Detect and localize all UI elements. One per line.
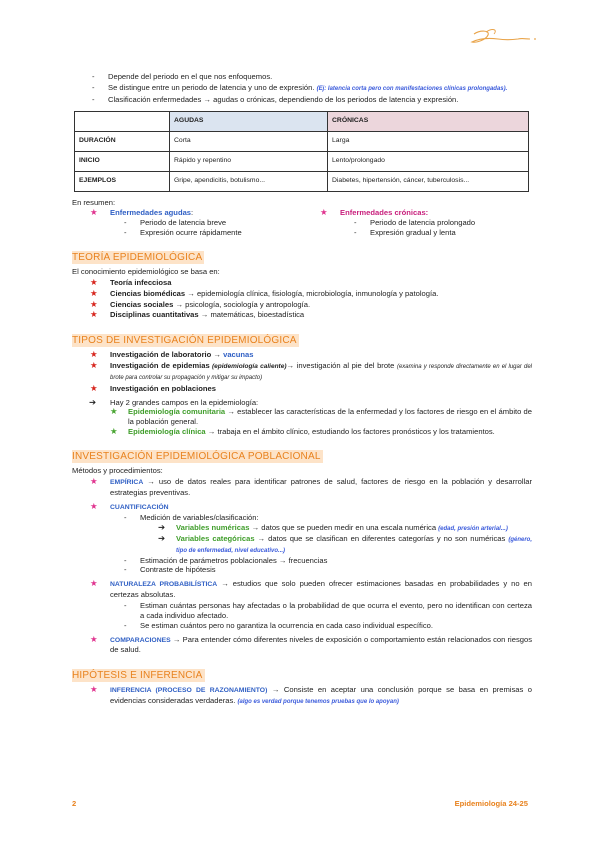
probabilistica-sub bbox=[124, 601, 532, 631]
list-item: - Clasificación enfermedades → agudas o crónicas, dependiendo de los periodos de latencia y expresión. bbox=[92, 95, 532, 105]
arrow-item bbox=[124, 534, 532, 556]
item-text: → matemáticas, bioestadística bbox=[198, 310, 305, 320]
list-item: - Medición de variables/clasificación: bbox=[124, 513, 532, 523]
star-icon: ★ bbox=[90, 684, 98, 695]
comparison-table bbox=[74, 111, 529, 192]
star-item bbox=[72, 361, 532, 383]
row-label: EJEMPLOS bbox=[75, 171, 170, 191]
item-text: → datos que se pueden medir en una escala numérica bbox=[249, 523, 439, 533]
hipotesis-list bbox=[72, 685, 532, 707]
intro-list bbox=[92, 72, 532, 105]
agudas-list bbox=[124, 218, 302, 238]
vacunas-text: vacunas bbox=[223, 350, 254, 360]
arrow-right-icon: ➔ bbox=[89, 396, 97, 407]
table-cell: Rápido y repentino bbox=[170, 151, 328, 171]
resumen-cronicas bbox=[302, 208, 532, 238]
item-text: → investigación al pie del brote bbox=[286, 361, 397, 371]
table-row bbox=[75, 151, 529, 171]
section-title-tipos: TIPOS DE INVESTIGACIÓN EPIDEMIOLÓGICA bbox=[72, 335, 297, 347]
arrow-right-icon: ➔ bbox=[158, 533, 166, 544]
resumen-section bbox=[72, 198, 532, 238]
cronicas-list bbox=[354, 218, 532, 238]
list-item: - Contraste de hipótesis bbox=[124, 565, 532, 575]
star-item bbox=[72, 685, 532, 707]
page-footer bbox=[72, 799, 528, 809]
course-name: Epidemiología 24-25 bbox=[454, 799, 528, 808]
example-note: (género, tipo de enfermedad, nivel educativo...) bbox=[176, 537, 532, 554]
star-item bbox=[72, 350, 532, 360]
row-label: INICIO bbox=[75, 151, 170, 171]
bold-term: Investigación de epidemias bbox=[110, 361, 210, 371]
star-icon: ★ bbox=[90, 287, 98, 298]
table-row bbox=[75, 131, 529, 151]
star-icon: ★ bbox=[90, 360, 98, 371]
list-item: - Periodo de latencia breve bbox=[124, 218, 302, 228]
teoria-list bbox=[72, 278, 532, 320]
teoria-intro: El conocimiento epidemiológico se basa en: bbox=[72, 266, 220, 276]
star-item bbox=[72, 278, 532, 288]
bold-term: Teoría infecciosa bbox=[110, 277, 172, 287]
italic-term: (epidemiología caliente) bbox=[209, 363, 287, 371]
star-icon: ★ bbox=[90, 349, 98, 360]
list-item: - Expresión gradual y lenta bbox=[354, 228, 532, 238]
item-text: → establecer las características de la enfermedad y los factores de riesgo en el ámbito de la población general. bbox=[128, 407, 533, 427]
star-icon: ★ bbox=[90, 207, 98, 218]
star-item bbox=[72, 477, 532, 498]
example-note: (edad, presión arterial...) bbox=[438, 526, 508, 533]
epid-note: (examina y responde directamente en el lugar del brote para controlar su propagación y mitigar su impacto) bbox=[110, 364, 532, 381]
star-item bbox=[72, 310, 532, 320]
item-text: → uso de datos reales para identificar patrones de salud, factores de riesgo en la población y desarrollar estrategias preventivas. bbox=[110, 476, 532, 497]
star-icon: ★ bbox=[110, 406, 118, 417]
star-item bbox=[90, 427, 532, 437]
bold-term: Variables numéricas bbox=[176, 523, 250, 533]
table-cell: Gripe, apendicitis, botulismo... bbox=[170, 171, 328, 191]
bold-term: Investigación de laboratorio bbox=[110, 350, 212, 360]
star-item bbox=[72, 502, 532, 513]
list-item: - Estimación de parámetros poblacionales → frecuencias bbox=[124, 556, 532, 566]
section-title-hipotesis: HIPÓTESIS E INFERENCIA bbox=[72, 670, 203, 682]
section-title-teoria: TEORÍA EPIDEMIOLÓGICA bbox=[72, 251, 203, 263]
item-text: → psicología, sociología y antropología. bbox=[173, 299, 311, 309]
campos-item bbox=[72, 398, 532, 408]
campos-list bbox=[90, 407, 532, 437]
bold-term: Investigación en poblaciones bbox=[110, 383, 216, 393]
item-text: → datos que se clasifican en diferentes categorías y no son numéricas bbox=[254, 534, 509, 544]
bold-term: Ciencias biomédicas bbox=[110, 288, 186, 298]
list-item: - Expresión ocurre rápidamente bbox=[124, 228, 302, 238]
bold-term: INFERENCIA (PROCESO DE RAZONAMIENTO) bbox=[110, 687, 268, 695]
list-item: - Depende del periodo en el que nos enfoquemos. bbox=[92, 72, 532, 82]
bold-term: EMPÍRICA bbox=[110, 478, 144, 486]
arrow-text: → bbox=[211, 350, 224, 360]
item-text: → Consiste en aceptar una conclusión porque se basa en premisas o evidencias consideradas verdaderas. bbox=[110, 685, 532, 706]
star-icon: ★ bbox=[90, 500, 98, 511]
item-text: → Para entender cómo diferentes niveles de exposición o comportamiento están relacionados con riesgos de salud. bbox=[110, 634, 532, 655]
bold-term: COMPARACIONES bbox=[110, 636, 171, 644]
bold-term: Disciplinas cuantitativas bbox=[110, 310, 199, 320]
header-cronicas: CRÓNICAS bbox=[328, 111, 529, 131]
star-item bbox=[72, 635, 532, 656]
star-icon: ★ bbox=[90, 382, 98, 393]
table-cell: Lento/prolongado bbox=[328, 151, 529, 171]
example-note: (algo es verdad porque tenemos pruebas que lo apoyan) bbox=[237, 699, 399, 706]
cuantificacion-sub bbox=[124, 513, 532, 575]
table-header-row bbox=[75, 111, 529, 131]
arrow-item bbox=[124, 523, 532, 534]
bold-term: Variables categóricas bbox=[176, 534, 255, 544]
star-icon: ★ bbox=[320, 207, 328, 218]
star-icon: ★ bbox=[90, 309, 98, 320]
example-note: (Ej: latencia corta pero con manifestaciones clínicas prolongadas). bbox=[316, 85, 508, 92]
item-text: → estudios que solo pueden ofrecer estimaciones basadas en probabilidades y no en certezas absolutas. bbox=[110, 579, 532, 600]
table-cell: Larga bbox=[328, 131, 529, 151]
star-icon: ★ bbox=[90, 298, 98, 309]
agudas-title: Enfermedades agudas bbox=[110, 208, 192, 218]
star-item bbox=[72, 300, 532, 310]
section-title-poblacional: INVESTIGACIÓN EPIDEMIOLÓGICA POBLACIONAL bbox=[72, 451, 321, 462]
cronicas-title: Enfermedades crónicas: bbox=[340, 208, 429, 218]
content bbox=[72, 72, 532, 708]
bold-term: Epidemiología comunitaria bbox=[128, 407, 226, 417]
signature-logo bbox=[468, 26, 538, 48]
table-cell: Corta bbox=[170, 131, 328, 151]
list-item: - Estiman cuántas personas hay afectadas o la probabilidad de que ocurra el evento, pero no identifican con certeza a cada individuo afectado. bbox=[124, 601, 532, 621]
table-corner bbox=[75, 111, 170, 131]
bold-term: Ciencias sociales bbox=[110, 299, 174, 309]
poblacional-list bbox=[72, 477, 532, 655]
resumen-columns bbox=[72, 208, 532, 238]
star-icon: ★ bbox=[90, 633, 98, 644]
bold-term: NATURALEZA PROBABILÍSTICA bbox=[110, 581, 218, 589]
campos-intro: Hay 2 grandes campos en la epidemiología: bbox=[110, 397, 259, 407]
star-item bbox=[72, 384, 532, 394]
star-icon: ★ bbox=[90, 276, 98, 287]
tipos-list bbox=[72, 350, 532, 393]
colon: : bbox=[191, 208, 194, 218]
bold-term: Epidemiología clínica bbox=[128, 427, 206, 437]
arrow-right-icon: ➔ bbox=[158, 522, 166, 533]
item-text: → trabaja en el ámbito clínico, estudiando los factores pronósticos y los tratamientos. bbox=[205, 427, 495, 437]
list-item: - Se distingue entre un periodo de latencia y uno de expresión. (Ej: latencia corta pero con manifestaciones clínicas prolongadas). bbox=[92, 83, 532, 94]
star-item bbox=[72, 208, 302, 218]
resumen-agudas bbox=[72, 208, 302, 238]
star-icon: ★ bbox=[90, 578, 98, 589]
header-agudas: AGUDAS bbox=[170, 111, 328, 131]
star-item bbox=[72, 579, 532, 600]
bold-term: CUANTIFICACIÓN bbox=[110, 503, 169, 511]
page-number: 2 bbox=[72, 799, 77, 808]
star-item bbox=[72, 289, 532, 299]
poblacional-intro: Métodos y procedimientos: bbox=[72, 466, 163, 475]
list-item: - Periodo de latencia prolongado bbox=[354, 218, 532, 228]
star-icon: ★ bbox=[90, 475, 98, 486]
row-label: DURACIÓN bbox=[75, 131, 170, 151]
star-item bbox=[90, 407, 532, 427]
resumen-label: En resumen: bbox=[72, 197, 116, 207]
item-text: → epidemiología clínica, fisiología, microbiología, inmunología y patología. bbox=[185, 288, 439, 298]
table-row bbox=[75, 171, 529, 191]
star-icon: ★ bbox=[110, 426, 118, 437]
star-item bbox=[302, 208, 532, 218]
table-cell: Diabetes, hipertensión, cáncer, tuberculosis... bbox=[328, 171, 529, 191]
list-item: - Se estiman cuántos pero no garantiza la ocurrencia en cada caso individual específico. bbox=[124, 621, 532, 631]
